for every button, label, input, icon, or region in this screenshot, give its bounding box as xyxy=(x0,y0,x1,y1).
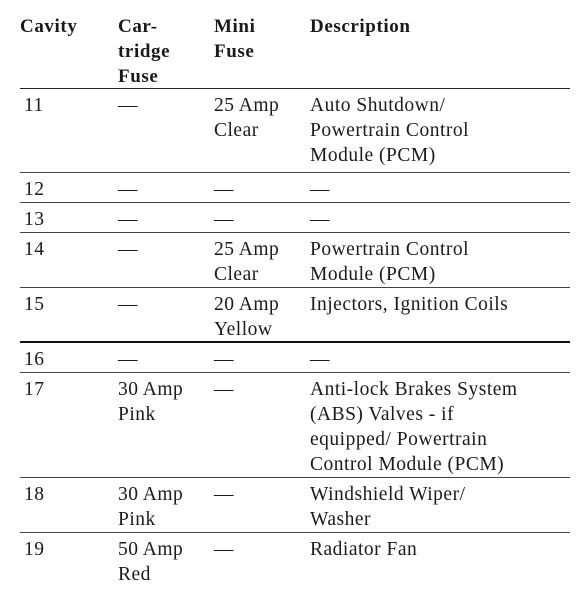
cell-mini-fuse-line: — xyxy=(214,484,234,505)
cell-mini-fuse-line: 20 Amp xyxy=(214,294,280,315)
fuse-table xyxy=(20,10,570,588)
cell-description-line: Windshield Wiper/ xyxy=(310,484,466,505)
cell-mini-fuse xyxy=(214,373,310,477)
cell-cartridge-fuse-line: Red xyxy=(118,564,151,585)
cell-cartridge-fuse-line: 30 Amp xyxy=(118,379,184,400)
cell-description-line: (ABS) Valves - if xyxy=(310,404,455,425)
cell-cavity xyxy=(20,203,118,232)
cell-cartridge-fuse xyxy=(118,203,214,232)
cell-mini-fuse-line: 25 Amp xyxy=(214,95,280,116)
cell-cartridge-fuse-line: 50 Amp xyxy=(118,539,184,560)
table-body xyxy=(20,89,570,588)
cell-description-line: Anti-lock Brakes System xyxy=(310,379,518,400)
cell-cartridge-fuse-line: — xyxy=(118,349,138,370)
cell-description-line: Injectors, Ignition Coils xyxy=(310,294,509,315)
table-row xyxy=(20,89,570,173)
cell-cavity xyxy=(20,533,118,588)
cell-mini-fuse-line: Clear xyxy=(214,264,259,285)
cell-cavity xyxy=(20,478,118,532)
header-cartridge-line: tridge xyxy=(118,41,171,62)
table-row xyxy=(20,288,570,343)
cell-cartridge-fuse-line: 30 Amp xyxy=(118,484,184,505)
cell-cavity-text: 11 xyxy=(24,95,44,116)
cell-description xyxy=(310,478,570,532)
header-cartridge-fuse xyxy=(118,10,214,88)
cell-cavity xyxy=(20,288,118,341)
cell-description-line: Washer xyxy=(310,509,371,530)
cell-cartridge-fuse xyxy=(118,89,214,172)
header-cartridge-line: Car- xyxy=(118,16,158,37)
cell-description xyxy=(310,173,570,202)
cell-mini-fuse-line: Clear xyxy=(214,120,259,141)
cell-cartridge-fuse xyxy=(118,373,214,477)
cell-cavity-text: 19 xyxy=(24,539,45,560)
cell-cartridge-fuse-line: Pink xyxy=(118,404,156,425)
cell-cartridge-fuse-line: — xyxy=(118,294,138,315)
cell-cartridge-fuse-line: — xyxy=(118,209,138,230)
cell-description-line: Module (PCM) xyxy=(310,264,436,285)
cell-cartridge-fuse xyxy=(118,533,214,588)
cell-mini-fuse xyxy=(214,203,310,232)
cell-description xyxy=(310,89,570,172)
cell-description xyxy=(310,233,570,287)
table-row xyxy=(20,343,570,373)
table-row xyxy=(20,203,570,233)
cell-description xyxy=(310,203,570,232)
cell-mini-fuse xyxy=(214,343,310,372)
table-row xyxy=(20,533,570,588)
cell-description-line: equipped/ Powertrain xyxy=(310,429,488,450)
table-header-row xyxy=(20,10,570,89)
header-mini-line: Fuse xyxy=(214,41,255,62)
cell-cavity xyxy=(20,173,118,202)
cell-mini-fuse-line: — xyxy=(214,379,234,400)
cell-description xyxy=(310,343,570,372)
cell-description-line: Control Module (PCM) xyxy=(310,454,505,475)
cell-cavity xyxy=(20,233,118,287)
cell-cartridge-fuse xyxy=(118,233,214,287)
cell-mini-fuse-line: — xyxy=(214,209,234,230)
cell-cartridge-fuse xyxy=(118,478,214,532)
cell-cavity xyxy=(20,89,118,172)
cell-cartridge-fuse-line: — xyxy=(118,95,138,116)
cell-description xyxy=(310,288,570,341)
cell-mini-fuse xyxy=(214,89,310,172)
header-description-text: Description xyxy=(310,16,411,37)
cell-mini-fuse-line: Yellow xyxy=(214,319,273,340)
table-row xyxy=(20,478,570,533)
cell-description-line: Auto Shutdown/ xyxy=(310,95,446,116)
header-description xyxy=(310,10,570,88)
cell-cartridge-fuse-line: — xyxy=(118,239,138,260)
cell-description-line: — xyxy=(310,349,330,370)
cell-cavity-text: 17 xyxy=(24,379,45,400)
header-mini-line: Mini xyxy=(214,16,256,37)
cell-cartridge-fuse-line: Pink xyxy=(118,509,156,530)
header-mini-fuse xyxy=(214,10,310,88)
cell-description-line: — xyxy=(310,209,330,230)
cell-mini-fuse xyxy=(214,533,310,588)
cell-cavity xyxy=(20,373,118,477)
cell-description-line: Powertrain Control xyxy=(310,239,470,260)
cell-description-line: Module (PCM) xyxy=(310,145,436,166)
table-row xyxy=(20,173,570,203)
header-cavity-text: Cavity xyxy=(20,16,78,37)
cell-cavity-text: 12 xyxy=(24,179,45,200)
cell-cavity-text: 15 xyxy=(24,294,45,315)
cell-mini-fuse xyxy=(214,478,310,532)
table-row xyxy=(20,233,570,288)
cell-mini-fuse xyxy=(214,233,310,287)
cell-cavity xyxy=(20,343,118,372)
cell-cartridge-fuse xyxy=(118,173,214,202)
cell-mini-fuse-line: 25 Amp xyxy=(214,239,280,260)
cell-mini-fuse xyxy=(214,288,310,341)
cell-cartridge-fuse-line: — xyxy=(118,179,138,200)
cell-cavity-text: 16 xyxy=(24,349,45,370)
header-cartridge-line: Fuse xyxy=(118,66,159,87)
cell-description-line: — xyxy=(310,179,330,200)
cell-cavity-text: 13 xyxy=(24,209,45,230)
cell-mini-fuse xyxy=(214,173,310,202)
cell-cartridge-fuse xyxy=(118,288,214,341)
cell-mini-fuse-line: — xyxy=(214,539,234,560)
cell-mini-fuse-line: — xyxy=(214,179,234,200)
table-row xyxy=(20,373,570,478)
cell-cartridge-fuse xyxy=(118,343,214,372)
cell-description xyxy=(310,533,570,588)
cell-description xyxy=(310,373,570,477)
cell-mini-fuse-line: — xyxy=(214,349,234,370)
header-cavity xyxy=(20,10,118,88)
cell-description-line: Powertrain Control xyxy=(310,120,470,141)
cell-cavity-text: 14 xyxy=(24,239,45,260)
cell-cavity-text: 18 xyxy=(24,484,45,505)
cell-description-line: Radiator Fan xyxy=(310,539,418,560)
